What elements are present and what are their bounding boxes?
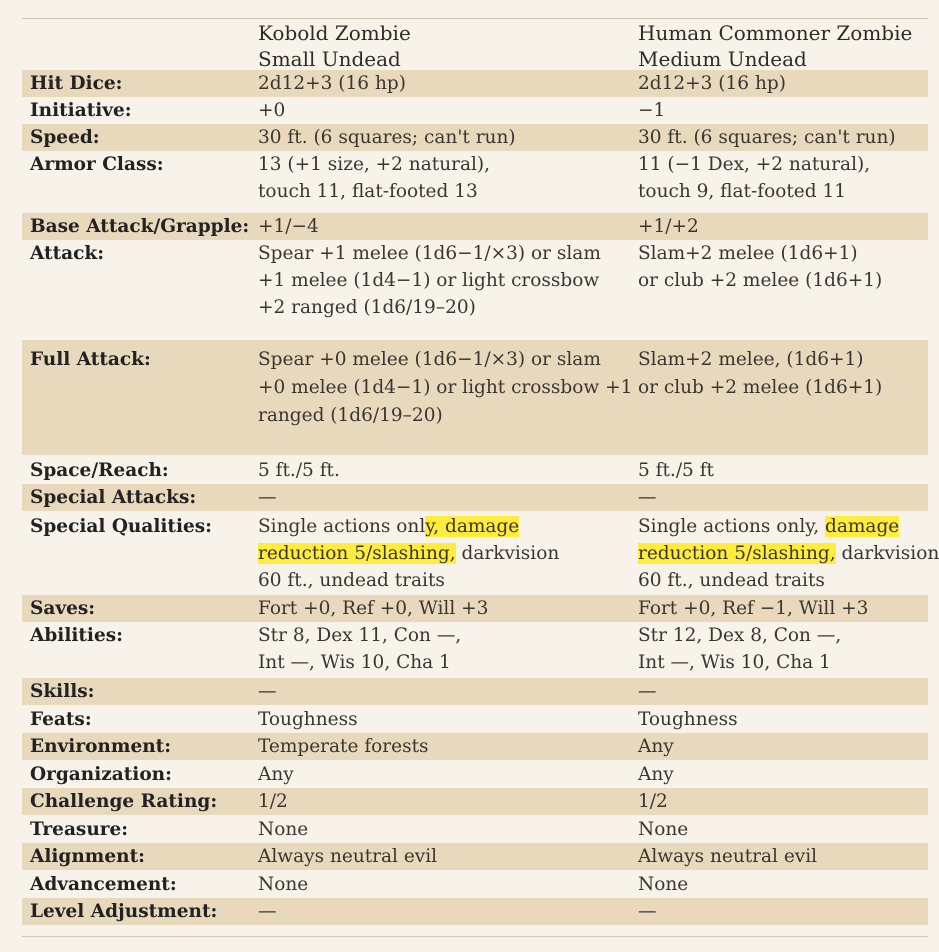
kobold-environment: Temperate forests [258,736,429,757]
kobold-treasure: None [258,819,309,840]
kobold-hit-dice: 2d12+3 (16 hp) [258,73,406,94]
human-zombie-name: Human Commoner Zombie [638,21,913,45]
kobold-space-reach: 5 ft./5 ft. [258,460,340,481]
kobold-base-attack-grapple: +1/−4 [258,216,319,237]
kobold-organization: Any [258,764,294,785]
highlight-mark: y, damage [425,516,520,537]
kobold-level-adjustment: — [258,901,277,922]
label-advancement: Advancement: [30,874,177,895]
kobold-speed: 30 ft. (6 squares; can't run) [258,127,516,148]
kobold-armor-class-line1: 13 (+1 size, +2 natural), [258,154,490,175]
human-zombie-type: Medium Undead [638,47,807,71]
label-speed: Speed: [30,127,100,148]
kobold-alignment: Always neutral evil [258,846,438,867]
human-hit-dice: 2d12+3 (16 hp) [638,73,786,94]
human-attack-line1: Slam+2 melee (1d6+1) [638,243,858,264]
kobold-initiative: +0 [258,100,286,121]
label-space-reach: Space/Reach: [30,460,169,481]
human-attack-line2: or club +2 melee (1d6+1) [638,270,883,291]
human-speed: 30 ft. (6 squares; can't run) [638,127,896,148]
human-advancement: None [638,874,689,895]
human-armor-class-line1: 11 (−1 Dex, +2 natural), [638,154,871,175]
kobold-full-attack-line3: ranged (1d6/19–20) [258,405,443,426]
kobold-special-qualities-line3: 60 ft., undead traits [258,570,445,591]
kobold-abilities-line1: Str 8, Dex 11, Con —, [258,625,462,646]
human-initiative: −1 [638,100,666,121]
label-initiative: Initiative: [30,100,132,121]
rule-bottom [22,936,928,937]
label-special-attacks: Special Attacks: [30,487,197,508]
label-attack: Attack: [30,243,105,264]
row-band-hit-dice [22,70,928,97]
label-alignment: Alignment: [30,846,145,867]
kobold-zombie-type: Small Undead [258,47,401,71]
label-special-qualities: Special Qualities: [30,516,213,537]
label-base-attack-grapple: Base Attack/Grapple: [30,216,250,237]
label-feats: Feats: [30,709,92,730]
rule-top [22,18,928,19]
label-armor-class: Armor Class: [30,154,164,175]
kobold-zombie-name: Kobold Zombie [258,21,411,45]
kobold-attack-line1: Spear +1 melee (1d6−1/×3) or slam [258,243,601,264]
label-hit-dice: Hit Dice: [30,73,123,94]
human-special-attacks: — [638,487,657,508]
human-special-qualities-line2: reduction 5/slashing, darkvision [638,543,939,564]
human-base-attack-grapple: +1/+2 [638,216,699,237]
human-skills: — [638,681,657,702]
label-abilities: Abilities: [30,625,123,646]
kobold-armor-class-line2: touch 11, flat-footed 13 [258,181,478,202]
kobold-special-qualities-line1: Single actions only, damage [258,516,520,537]
human-challenge-rating: 1/2 [638,791,668,812]
human-environment: Any [638,736,674,757]
kobold-full-attack-line2: +0 melee (1d4−1) or light crossbow +1 [258,377,633,398]
kobold-saves: Fort +0, Ref +0, Will +3 [258,598,489,619]
label-level-adjustment: Level Adjustment: [30,901,218,922]
label-environment: Environment: [30,736,172,757]
highlight-mark: reduction 5/slashing, [638,543,836,564]
label-full-attack: Full Attack: [30,349,151,370]
human-special-qualities-line3: 60 ft., undead traits [638,570,825,591]
kobold-attack-line2: +1 melee (1d4−1) or light crossbow [258,270,600,291]
label-skills: Skills: [30,681,95,702]
human-level-adjustment: — [638,901,657,922]
kobold-attack-line3: +2 ranged (1d6/19–20) [258,297,476,318]
kobold-feats: Toughness [258,709,358,730]
highlight-mark: reduction 5/slashing, [258,543,456,564]
row-band-skills [22,678,928,705]
human-armor-class-line2: touch 9, flat-footed 11 [638,181,846,202]
human-abilities-line1: Str 12, Dex 8, Con —, [638,625,842,646]
human-full-attack-line2: or club +2 melee (1d6+1) [638,377,883,398]
kobold-challenge-rating: 1/2 [258,791,288,812]
human-treasure: None [638,819,689,840]
kobold-full-attack-line1: Spear +0 melee (1d6−1/×3) or slam [258,349,601,370]
highlight-mark: damage [825,516,900,537]
human-special-qualities-line1: Single actions only, damage [638,516,900,537]
human-abilities-line2: Int —, Wis 10, Cha 1 [638,652,831,673]
human-saves: Fort +0, Ref −1, Will +3 [638,598,869,619]
kobold-skills: — [258,681,277,702]
human-full-attack-line1: Slam+2 melee, (1d6+1) [638,349,864,370]
label-treasure: Treasure: [30,819,129,840]
human-space-reach: 5 ft./5 ft [638,460,714,481]
kobold-special-attacks: — [258,487,277,508]
human-alignment: Always neutral evil [638,846,818,867]
label-challenge-rating: Challenge Rating: [30,791,218,812]
kobold-abilities-line2: Int —, Wis 10, Cha 1 [258,652,451,673]
label-saves: Saves: [30,598,96,619]
human-organization: Any [638,764,674,785]
human-feats: Toughness [638,709,738,730]
kobold-special-qualities-line2: reduction 5/slashing, darkvision [258,543,560,564]
kobold-advancement: None [258,874,309,895]
label-organization: Organization: [30,764,172,785]
